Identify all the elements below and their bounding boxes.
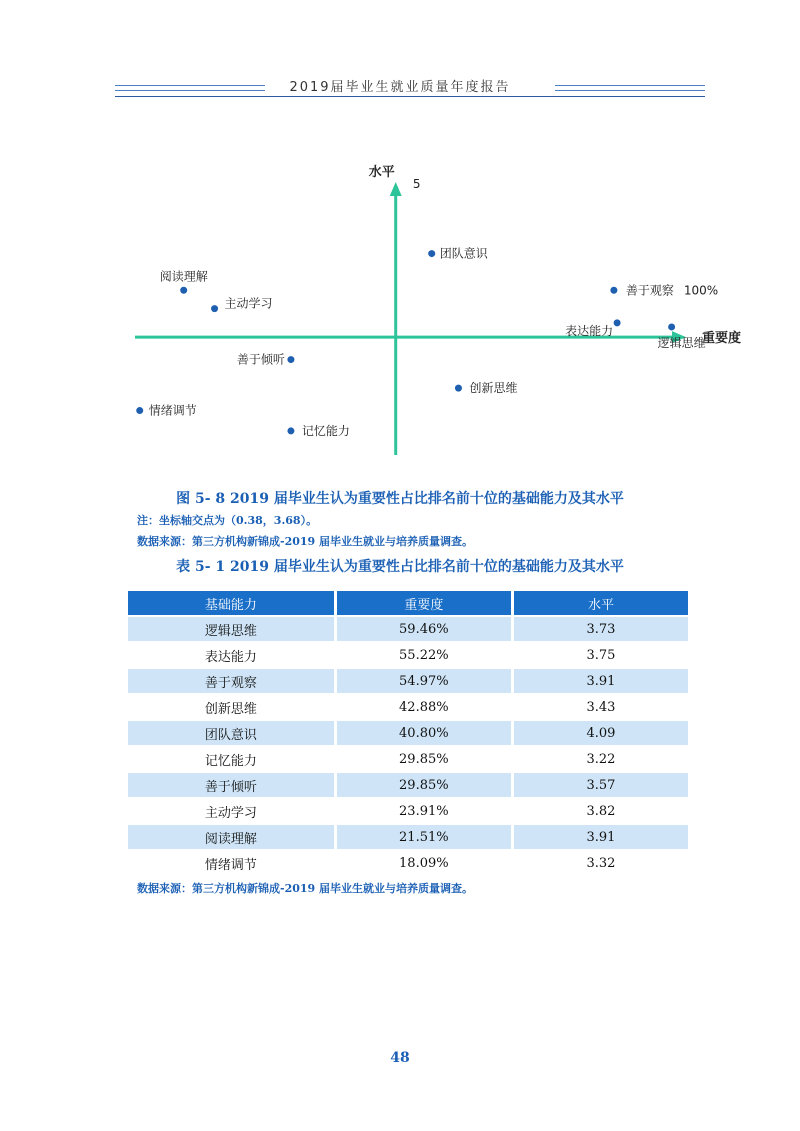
table-source: 数据来源：第三方机构新锦成-2019 届毕业生就业与培养质量调查。 [137,882,474,895]
table-cell-ability: 主动学习 [128,799,334,823]
table-cell-ability: 善于观察 [128,669,334,693]
table-row [128,669,688,693]
data-point [180,287,187,294]
table-row [128,721,688,745]
data-point [211,305,218,312]
table-header-row [128,591,688,615]
table-cell-level: 3.43 [514,695,688,719]
table-row [128,799,688,823]
data-point-label: 逻辑思维 [657,335,706,350]
table-cell-ability: 情绪调节 [128,851,334,875]
table-cell-importance: 21.51% [337,825,511,849]
table-header-ability: 基础能力 [128,591,334,615]
table-row [128,695,688,719]
data-point [668,323,675,330]
table-cell-level: 3.32 [514,851,688,875]
table-cell-ability: 善于倾听 [128,773,334,797]
table-cell-importance: 40.80% [337,721,511,745]
table-row [128,851,688,875]
ability-table [125,589,691,877]
x-axis-max-label: 100% [683,283,719,298]
y-axis-arrow [390,182,402,196]
data-point [428,250,435,257]
x-axis-label: 重要度 [702,331,742,347]
table-row [128,773,688,797]
data-point-label: 情绪调节 [148,403,197,418]
table-cell-ability: 记忆能力 [128,747,334,771]
figure-note: 注：坐标轴交点为（0.38，3.68）。 [137,514,318,527]
data-point-label: 表达能力 [565,323,614,338]
figure-source: 数据来源：第三方机构新锦成-2019 届毕业生就业与培养质量调查。 [137,535,474,548]
table-caption: 表 5- 1 2019 届毕业生认为重要性占比排名前十位的基础能力及其水平 [176,559,624,575]
data-point-label: 善于倾听 [236,352,285,367]
table-cell-level: 3.82 [514,799,688,823]
table-row [128,747,688,771]
figure-caption: 图 5- 8 2019 届毕业生认为重要性占比排名前十位的基础能力及其水平 [176,491,624,507]
scatter-chart [0,150,800,470]
page-header [0,0,800,110]
table-cell-importance: 18.09% [337,851,511,875]
table-cell-importance: 54.97% [337,669,511,693]
table-cell-ability: 阅读理解 [128,825,334,849]
data-point-label: 记忆能力 [301,423,350,438]
header-title: 2019届毕业生就业质量年度报告 [289,80,511,95]
chart-points [136,247,718,438]
table-cell-level: 3.73 [514,617,688,641]
data-point-label: 团队意识 [439,246,488,261]
data-point-label: 创新思维 [469,381,518,396]
table-cell-level: 3.91 [514,669,688,693]
table-cell-importance: 55.22% [337,643,511,667]
table-row [128,643,688,667]
data-point [287,356,294,363]
data-point [610,287,617,294]
data-point [136,407,143,414]
table-cell-level: 3.22 [514,747,688,771]
data-point [287,427,294,434]
table-row [128,825,688,849]
data-point [614,319,621,326]
data-point-label: 善于观察 [625,283,674,298]
table-cell-ability: 表达能力 [128,643,334,667]
page-number: 48 [390,1050,410,1066]
data-point [455,385,462,392]
table-cell-level: 4.09 [514,721,688,745]
table-cell-importance: 23.91% [337,799,511,823]
table-cell-level: 3.75 [514,643,688,667]
table-cell-importance: 29.85% [337,747,511,771]
table-cell-ability: 团队意识 [128,721,334,745]
table-cell-importance: 42.88% [337,695,511,719]
table-cell-level: 3.91 [514,825,688,849]
table-cell-importance: 59.46% [337,617,511,641]
table-cell-ability: 创新思维 [128,695,334,719]
table-cell-level: 3.57 [514,773,688,797]
header-rule-bottom [115,96,705,97]
table-header-importance: 重要度 [337,591,511,615]
table-header-level: 水平 [514,591,688,615]
y-axis-max-label: 5 [412,177,421,191]
table-cell-ability: 逻辑思维 [128,617,334,641]
table-cell-importance: 29.85% [337,773,511,797]
data-point-label: 阅读理解 [159,269,208,284]
data-point-label: 主动学习 [224,296,273,311]
table-row [128,617,688,641]
y-axis-label: 水平 [368,165,395,180]
